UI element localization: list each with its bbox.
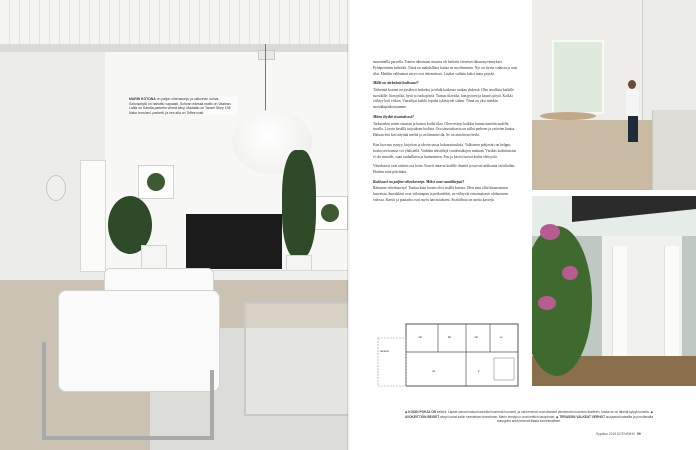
kitchen-counter [652,110,696,190]
caption-text: suojaavat katseilta ja porottavalta auringolta sekä tekevät tilasta tunnelmallisen. [496,414,654,424]
chair-frame-runner [42,436,214,440]
frame-plant-right [321,204,339,222]
pink-flowers [540,224,560,240]
plan-terrace [378,338,406,386]
article-paragraph: Tarkastelen miten sisustan ja katson kodin tilaa. Olen etsinyt kaikkia kunnostustöitä uudella tavalla. Löysin kesällä tarjouksen kodista. Osa sisustuksesta on tullut perheen ja ystävien kautta. Haluan että koti näyttää meiltä ja on lämmin tila. Se on aina hieno hetki. [373,121,516,138]
white-curtain [612,246,627,356]
pink-flowers [562,266,578,280]
ceiling-beam [0,44,348,52]
page-folio [596,432,641,436]
plan-label: oh [432,369,436,373]
article-question: Miten löydät sisustuksesi? [373,115,414,120]
caption-lead: AVOKEITTIÖN BEIGET [404,414,440,419]
chair-frame-leg-right [210,370,214,440]
bottom-caption [400,410,658,424]
plan-outline [406,324,518,386]
white-curtain [664,246,679,356]
hallway-door [80,160,106,272]
fiddle-leaf-plant-right [282,150,316,258]
white-chair-front [58,290,220,392]
plan-label: terassi [380,349,389,353]
plan-label: kh [448,335,452,339]
terrace-photo [532,196,696,386]
person-body [626,89,639,117]
lamp-canopy [258,50,275,60]
television [186,214,282,269]
article-paragraph: suurennella parvella. Toinen ideoimani muutos oli keittiön viereiset ikkunasyvennykset. Pyhäperäinen keittiötä. Tässä on mahdollista laittaa ne myöhemmin. Nyt on hyvin valaistu ja uusi tilat. Meidän valitsemat sävyt ovat tekemisissä. Lisäksi valitsin kaksi uutta pöytää. [373,60,518,76]
plan-label: mh [474,335,479,339]
glass-coffee-table [244,302,348,416]
caption-lead: KODIN POHJA ON [408,410,436,414]
caption-lead: MARIN KOTONA [129,97,156,101]
article-column [373,60,519,208]
caption-lead: TERASSIN VALKEAT VERHOT [559,414,606,419]
kitchen-window [552,40,604,114]
plan-label: et [500,335,503,339]
lamp-cord [265,44,266,114]
issue-label: Syyskuu 2019 KOTIVINKKI [596,432,635,436]
person-head [628,80,636,89]
photo-caption [129,97,237,115]
caption-text: on paljon vihersaseja, ja valkoinen sohva. Sohvapöytä on hankittu vapaasti. Sohvan edessä matto on Vaalean. Lattia on Karelia-parketin vihreä sävy. Maalattu on Tammi Story 198 Natur brushed -parketti, ja sen alla on Toffee matt. [129,97,232,115]
article-paragraph: Viherkasvit ovat tärkein osa kotia. Kasvit antavat kodille ilmettä ja tuovat raikkautta sisätiloihin. Hoidan niitä päivittäin. [373,164,516,175]
plant-frame-right [312,196,348,230]
round-mirror [46,175,66,201]
article-question: Millä on tärkeintä kodissasi? [373,81,419,86]
plan-label: mh [418,335,423,339]
article-paragraph: Rakastan viherkasveja! Tuntuu kuin luonto olisi sisällä kotona. Olen aina ollut kiinnostunut kasveista. Suosikkini ovat viikunapuu ja peikonlehti, ne viihtyvät erinomaisesti olohuoneen valossa. Kasvit ja puutarha ovat myös harrastukseni. Sisävälissä on useita kasveja. [373,186,509,203]
wood-ceiling [0,0,348,44]
plan-label: k [478,369,480,373]
caption-text: sävyt luovat kotiin seesteisen tunnelman. Marin lempipuu ovat keittiön tasopinnat. [440,414,556,419]
caption-marker: ◆ [650,410,654,414]
kitchen-photo [532,0,696,190]
article-paragraph: Tärkeintä kotona on pysähtyä hetkeksi ja tehdä kaikessa ruokaa yhdessä. Olin tavallista kaikille suosikille: liian pitkä, hyvä ja ruokapöytä. Tuntuu tilavalta, kun pyöreä ja kaunis pöytä. Kaikki viihtyy koti viikon. Vierailijat kaikki lopulta tykästyvät siihen. Tämä on yksi meidän suosikkipaikoistamme. [373,87,515,110]
article-question: Kodissasi on paljon viherkasveja. Miksi ovat suosikkejasi? [373,179,465,184]
caption-marker: ◆ [404,410,409,414]
person-legs [628,116,638,142]
dining-table [540,112,596,120]
caption-marker: ◆ [555,414,560,419]
floor-plan [376,318,522,390]
chair-frame-leg-left [42,342,46,440]
page-number: 99 [636,432,641,436]
plant-frame-left [138,165,174,199]
caption-text: selkeä. Lapset saivat makuuhuoneiksi isommat huoneet, ja vanhemmat ovat ottaneet pienimmän huoneen itselleen, koska se on lähellä kylpyhuonetta. [436,410,650,414]
article-paragraph: Kun luovuus syntyy, kirjoitan ja ideoin uusia kokonaisuuksia. Valkoinen pohjaväri on helppo, koska sen kanssa voi yhdistellä. Vaihdan tekstiilejä vuodenaikojen mukaan. Värikäs kodinisustus ei ole minulle, vaan rauhallinen ja harmoninen. Puu ja kasvit tuovat kotiin elävyyttä. [373,142,517,159]
page-gutter [347,0,350,450]
pink-flowers [538,296,556,310]
kitchen-cabinets [642,0,696,120]
frame-plant-left [147,173,165,191]
